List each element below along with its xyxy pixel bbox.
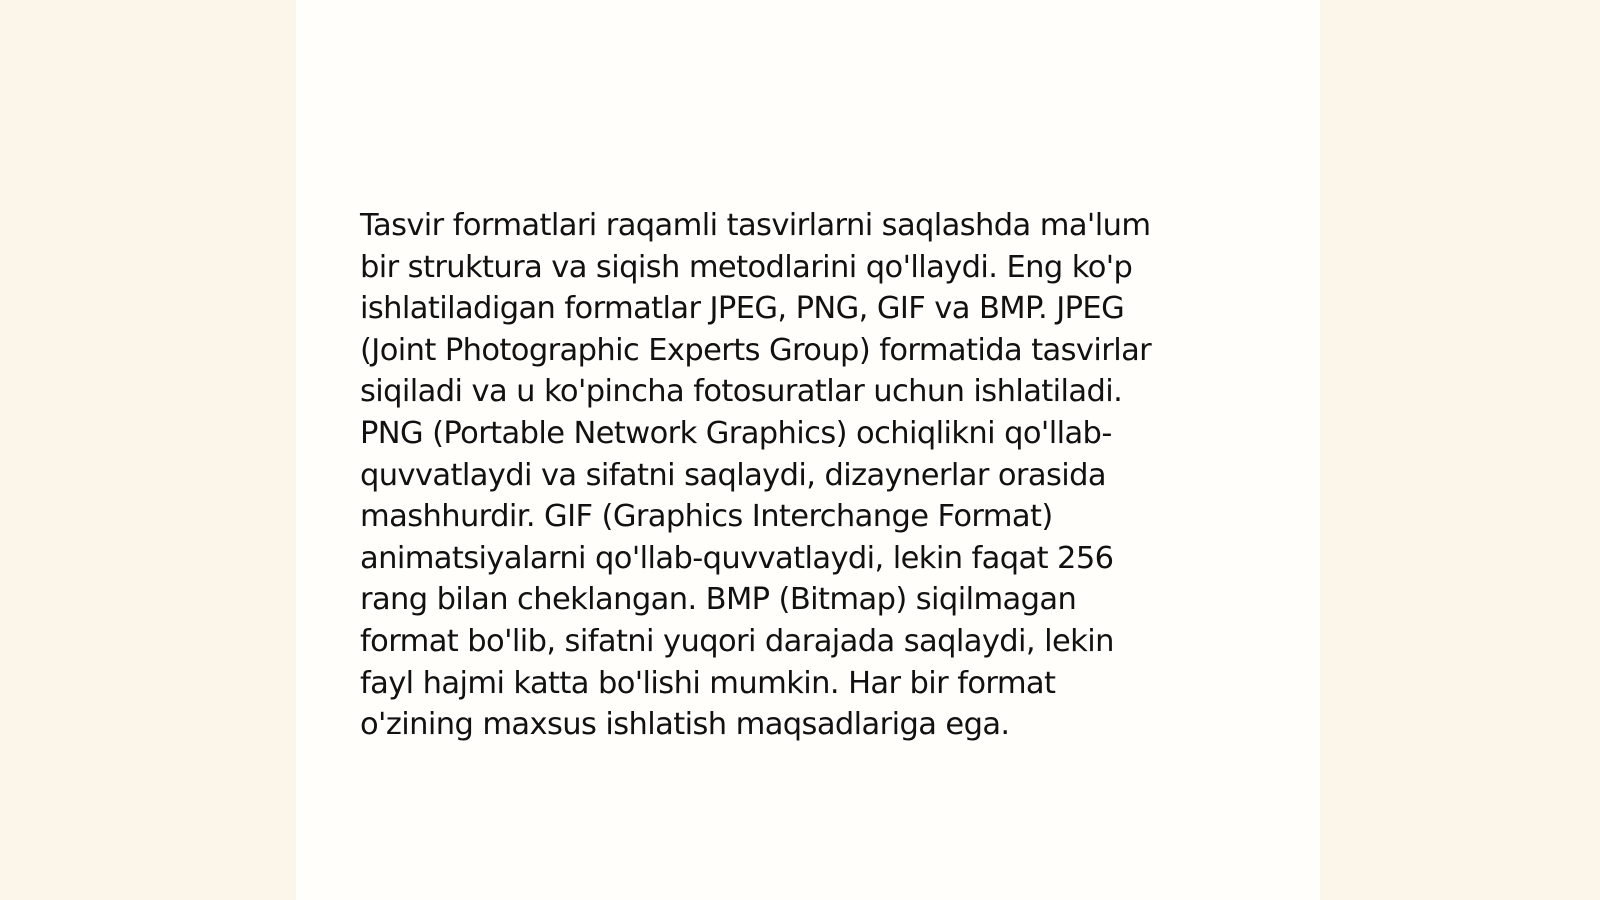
document-page <box>296 0 1320 900</box>
body-paragraph: Tasvir formatlari raqamli tasvirlarni saqlashda ma'lum bir struktura va siqish metodlarini qo'llaydi. Eng ko'p ishlatiladigan formatlar JPEG, PNG, GIF va BMP. JPEG (Joint Photographic Experts Group) formatida tasvirlar siqiladi va u ko'pincha fotosuratlar uchun ishlatiladi. PNG (Portable Network Graphics) ochiqlikni qo'llab- quvvatlaydi va sifatni saqlaydi, dizaynerlar orasida mashhurdir. GIF (Graphics Interchange Format) animatsiyalarni qo'llab-quvvatlaydi, lekin faqat 256 rang bilan cheklangan. BMP (Bitmap) siqilmagan format bo'lib, sifatni yuqori darajada saqlaydi, lekin fayl hajmi katta bo'lishi mumkin. Har bir format o'zining maxsus ishlatish maqsadlariga ega. <box>360 208 1152 743</box>
